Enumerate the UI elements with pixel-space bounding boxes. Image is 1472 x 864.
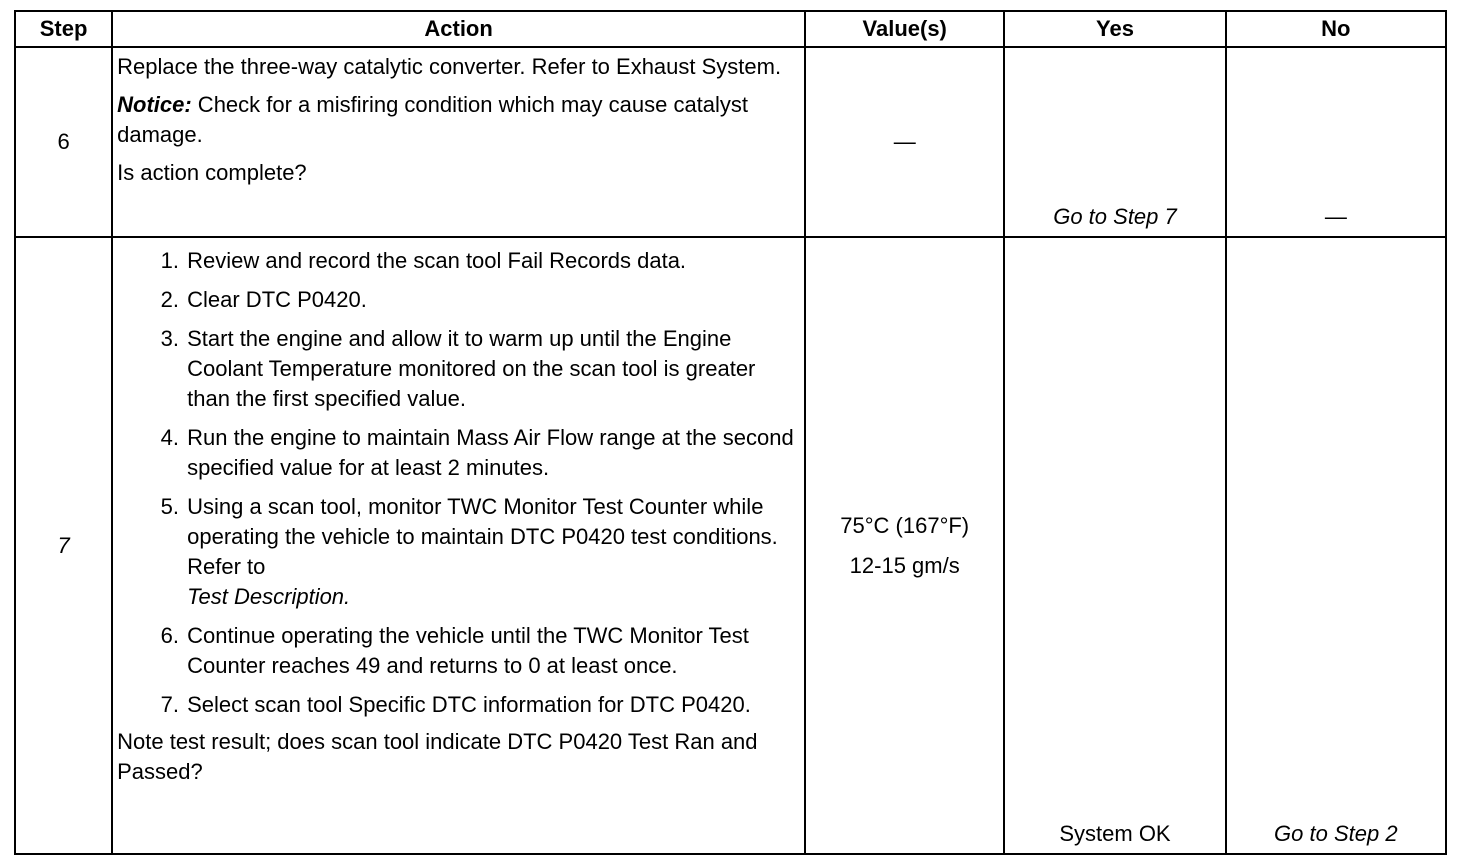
go-to-step-link[interactable]: Go to Step 7 [1053, 204, 1177, 229]
notice [117, 90, 800, 150]
procedure-list [117, 246, 800, 720]
value-temperature: 75°C (167°F) [840, 512, 970, 538]
no-cell: — [1226, 47, 1446, 237]
action-cell [112, 237, 805, 854]
no-cell [1226, 237, 1446, 854]
header-yes: Yes [1004, 11, 1225, 47]
yes-cell [1004, 47, 1225, 237]
header-action: Action [112, 11, 805, 47]
table-row [15, 47, 1446, 237]
values-cell: — [805, 47, 1004, 237]
action-cell [112, 47, 805, 237]
action-text: Replace the three-way catalytic converter. Refer to Exhaust System. [117, 54, 782, 79]
header-no: No [1226, 11, 1446, 47]
values-cell [805, 237, 1004, 854]
notice-label: Notice: [117, 92, 192, 117]
list-item: 6. Continue operating the vehicle until the TWC Monitor Test Counter reaches 49 and returns to 0 at least once. [185, 621, 800, 681]
list-item: 1. Review and record the scan tool Fail Records data. [185, 246, 800, 276]
step-number: 6 [15, 47, 112, 237]
list-item-text: Using a scan tool, monitor TWC Monitor Test Counter while operating the vehicle to maintain DTC P0420 test conditions. Refer to [187, 494, 778, 579]
header-row [15, 11, 1446, 47]
header-values: Value(s) [805, 11, 1004, 47]
yes-cell: System OK [1004, 237, 1225, 854]
table-row [15, 237, 1446, 854]
value-airflow: 12-15 gm/s [849, 552, 960, 578]
action-question: Is action complete? [117, 160, 307, 185]
header-step: Step [15, 11, 112, 47]
notice-text: Check for a misfiring condition which may cause catalyst damage. [117, 92, 749, 147]
list-item: 7. Select scan tool Specific DTC information for DTC P0420. [185, 690, 800, 720]
test-description-link[interactable]: Test Description. [187, 584, 351, 609]
list-item: 2. Clear DTC P0420. [185, 285, 800, 315]
list-item [185, 492, 800, 612]
go-to-step-link[interactable]: Go to Step 2 [1274, 821, 1398, 846]
list-item: 4. Run the engine to maintain Mass Air Flow range at the second specified value for at least 2 minutes. [185, 423, 800, 483]
action-question: Note test result; does scan tool indicate DTC P0420 Test Ran and Passed? [117, 729, 758, 784]
diagnostic-table [14, 10, 1447, 855]
list-item: 3. Start the engine and allow it to warm up until the Engine Coolant Temperature monitored on the scan tool is greater than the first specified value. [185, 324, 800, 414]
step-number: 7 [15, 237, 112, 854]
